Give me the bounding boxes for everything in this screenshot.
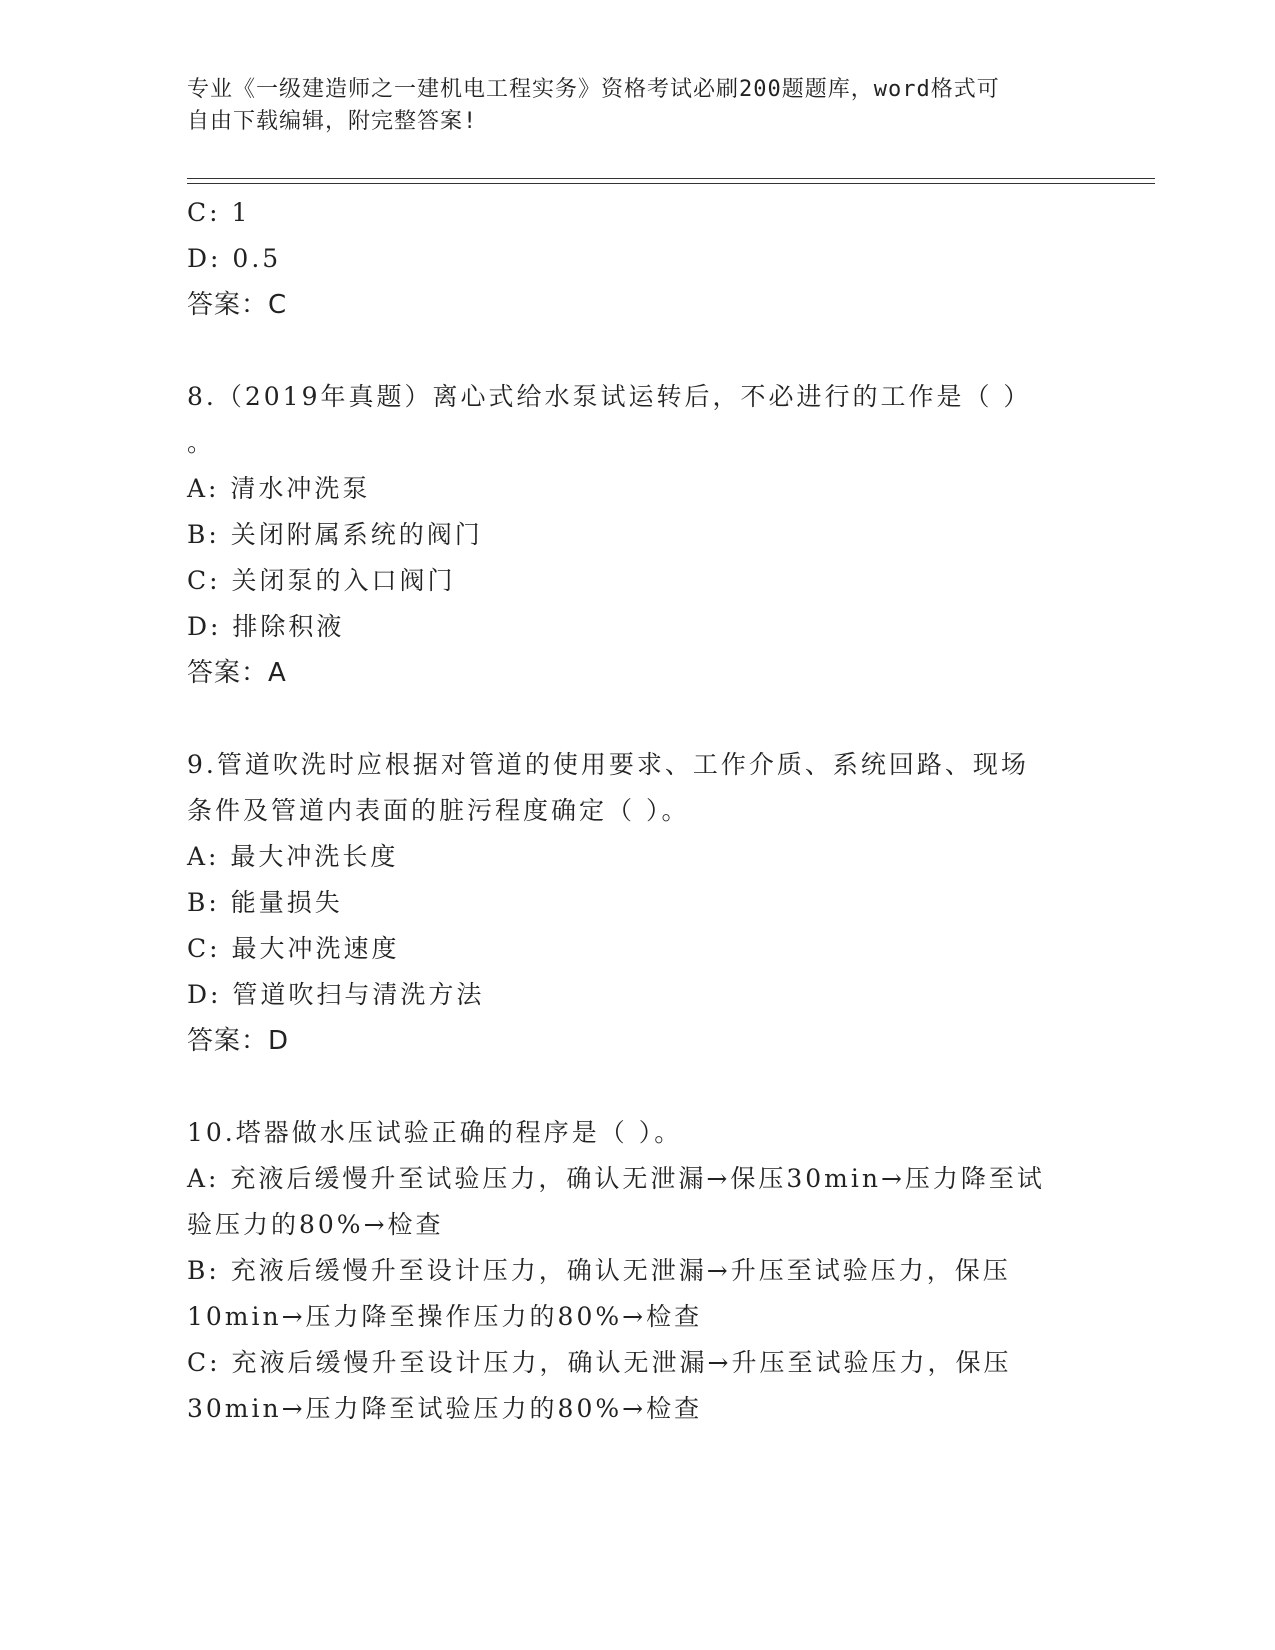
question-stem-cont: 条件及管道内表面的脏污程度确定（ ）。 (187, 796, 690, 825)
document-header (187, 74, 1067, 138)
option-c-cont: 30min→压力降至试验压力的80%→检查 (187, 1394, 703, 1423)
header-divider-bottom (187, 183, 1155, 184)
option-d: D: 排除积液 (187, 612, 345, 641)
option-b: B: 能量损失 (187, 888, 343, 917)
header-line-1: 专业《一级建造师之一建机电工程实务》资格考试必刷200题题库，word格式可 (187, 77, 1000, 102)
spacer (187, 328, 1087, 374)
option-b-cont: 10min→压力降至操作压力的80%→检查 (187, 1302, 703, 1331)
question-stem-cont: 。 (187, 428, 216, 457)
option-a: A: 清水冲洗泵 (187, 474, 371, 503)
option-c: C: 关闭泵的入口阀门 (187, 566, 456, 595)
header-divider-top (187, 178, 1155, 179)
option-c: C: 最大冲洗速度 (187, 934, 400, 963)
question-9 (187, 742, 1087, 1064)
question-10 (187, 1110, 1087, 1432)
option-b: B: 充液后缓慢升至设计压力，确认无泄漏→升压至试验压力，保压 (187, 1256, 1011, 1285)
answer-line: 答案：D (187, 1026, 290, 1056)
spacer (187, 696, 1087, 742)
question-stem: 10.塔器做水压试验正确的程序是（ ）。 (187, 1118, 683, 1147)
question-stem: 8.（2019年真题）离心式给水泵试运转后，不必进行的工作是（ ） (187, 382, 1032, 411)
option-a: A: 最大冲洗长度 (187, 842, 399, 871)
header-line-2: 自由下载编辑，附完整答案! (187, 109, 478, 134)
question-7-tail (187, 190, 1087, 328)
option-a: A: 充液后缓慢升至试验压力，确认无泄漏→保压30min→压力降至试 (187, 1164, 1045, 1193)
question-stem: 9.管道吹洗时应根据对管道的使用要求、工作介质、系统回路、现场 (187, 750, 1029, 779)
question-list (187, 190, 1087, 1432)
option-c: C: 充液后缓慢升至设计压力，确认无泄漏→升压至试验压力，保压 (187, 1348, 1012, 1377)
spacer (187, 1064, 1087, 1110)
option-d: D: 0.5 (187, 244, 282, 273)
option-a-cont: 验压力的80%→检查 (187, 1210, 444, 1239)
answer-line: 答案：A (187, 658, 287, 688)
answer-line: 答案：C (187, 290, 288, 320)
option-d: D: 管道吹扫与清洗方法 (187, 980, 485, 1009)
question-8 (187, 374, 1087, 696)
option-b: B: 关闭附属系统的阀门 (187, 520, 483, 549)
option-c: C: 1 (187, 198, 251, 227)
